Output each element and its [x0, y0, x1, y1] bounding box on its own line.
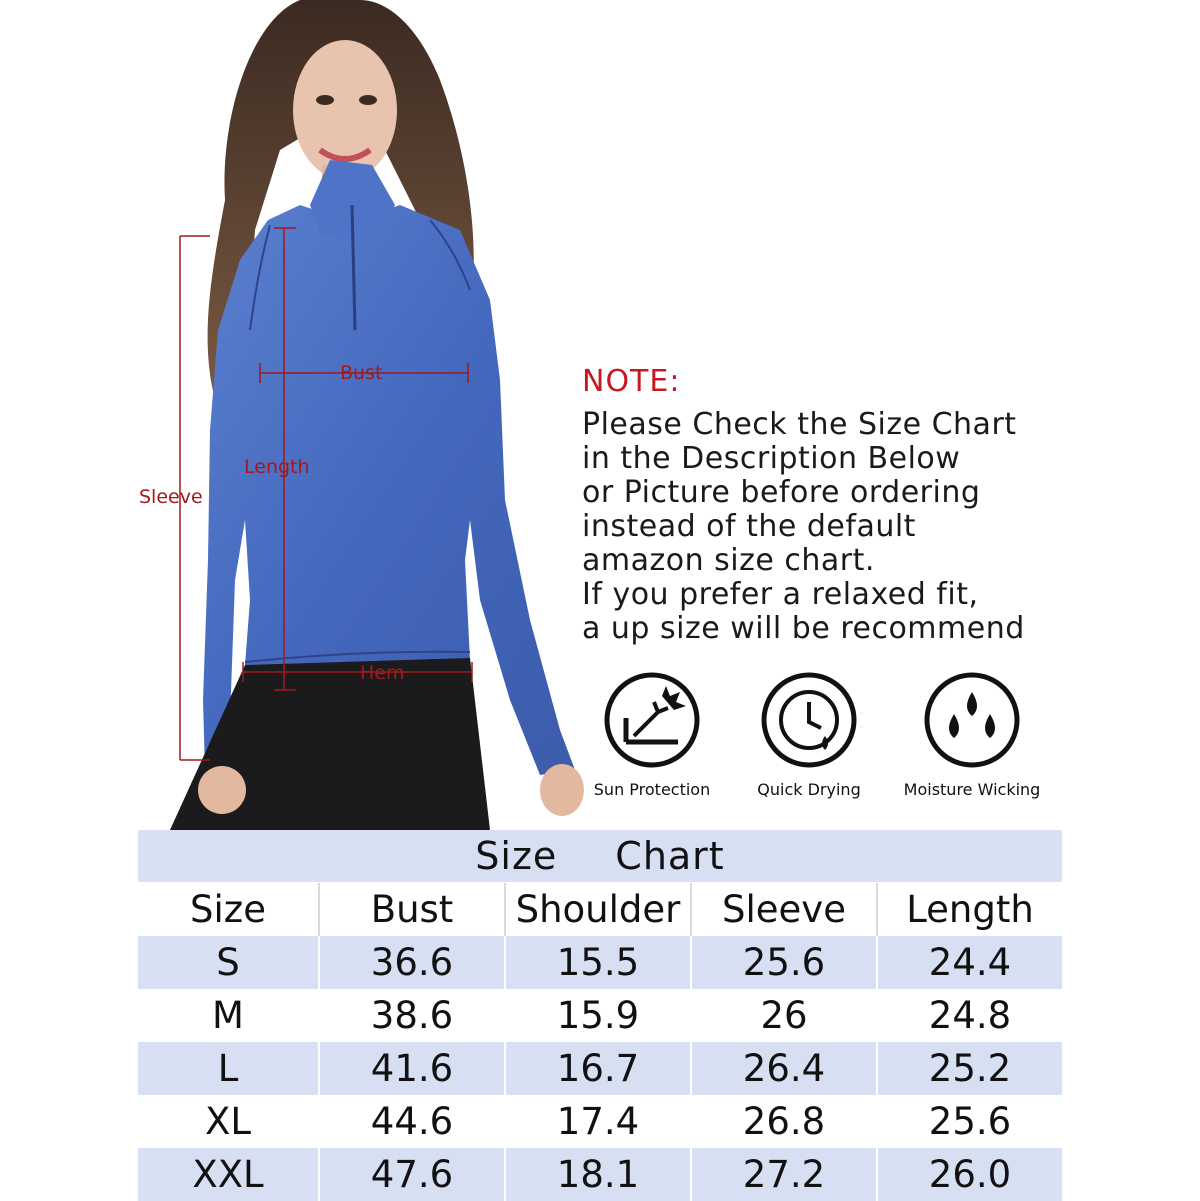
column-header: Sleeve	[692, 883, 878, 936]
sleeve-label: Sleeve	[139, 486, 203, 508]
table-cell: 26.0	[928, 1153, 1012, 1196]
hem-label: Hem	[360, 662, 405, 684]
column-header: Size	[138, 883, 320, 936]
column-header: Length	[906, 888, 1034, 931]
table-cell: 36.6	[320, 936, 506, 989]
table-cell: 41.6	[320, 1042, 506, 1095]
length-label: Length	[244, 456, 310, 478]
table-cell: 24.8	[928, 994, 1012, 1037]
table-cell: 25.6	[692, 936, 878, 989]
table-row	[138, 1148, 1062, 1201]
water-drops-icon	[924, 672, 1020, 768]
table-cell: 25.2	[928, 1047, 1012, 1090]
note-title: NOTE:	[582, 364, 681, 399]
table-cell: 44.6	[320, 1095, 506, 1148]
table-cell: 38.6	[320, 989, 506, 1042]
model-illustration	[0, 0, 600, 830]
table-cell: 15.5	[506, 936, 692, 989]
table-header-row	[138, 883, 1062, 936]
note-line: instead of the default	[582, 509, 916, 544]
sun-protection-icon	[604, 672, 700, 768]
feature-label: Quick Drying	[757, 780, 861, 799]
note-line: If you prefer a relaxed fit,	[582, 577, 979, 612]
bust-label: Bust	[340, 362, 383, 384]
table-cell: 15.9	[506, 989, 692, 1042]
table-cell: S	[138, 936, 320, 989]
size-chart-title	[138, 830, 1062, 883]
feature-label: Sun Protection	[593, 780, 711, 799]
note-text	[582, 408, 1192, 646]
feature-moisture-wicking	[892, 672, 1052, 799]
table-cell: 26.4	[692, 1042, 878, 1095]
feature-sun-protection	[572, 672, 732, 799]
column-header: Bust	[320, 883, 506, 936]
size-chart-table	[138, 830, 1062, 1200]
table-cell: 18.1	[506, 1148, 692, 1201]
table-cell: XXL	[138, 1148, 320, 1201]
table-cell: 25.6	[928, 1100, 1012, 1143]
table-row	[138, 1095, 1062, 1148]
table-row	[138, 989, 1062, 1042]
note-line: Please Check the Size Chart	[582, 407, 1017, 442]
table-cell: 17.4	[506, 1095, 692, 1148]
note-line: or Picture before ordering	[582, 475, 981, 510]
table-cell: 26.8	[692, 1095, 878, 1148]
table-cell: L	[138, 1042, 320, 1095]
table-row	[138, 1042, 1062, 1095]
table-cell: M	[138, 989, 320, 1042]
table-cell: 47.6	[320, 1148, 506, 1201]
model-photo	[0, 0, 600, 830]
note-line: a up size will be recommend	[582, 611, 1025, 646]
column-header: Shoulder	[506, 883, 692, 936]
title-word: Size	[475, 834, 558, 878]
table-cell: 16.7	[506, 1042, 692, 1095]
feature-label: Moisture Wicking	[903, 780, 1041, 799]
table-row	[138, 936, 1062, 989]
clock-drying-icon	[761, 672, 857, 768]
table-cell: 26	[692, 989, 878, 1042]
note-line: amazon size chart.	[582, 543, 875, 578]
note-line: in the Description Below	[582, 441, 961, 476]
table-cell: 27.2	[692, 1148, 878, 1201]
table-cell: 24.4	[928, 941, 1012, 984]
table-cell: XL	[138, 1095, 320, 1148]
title-word: Chart	[615, 834, 725, 878]
feature-quick-drying	[729, 672, 889, 799]
